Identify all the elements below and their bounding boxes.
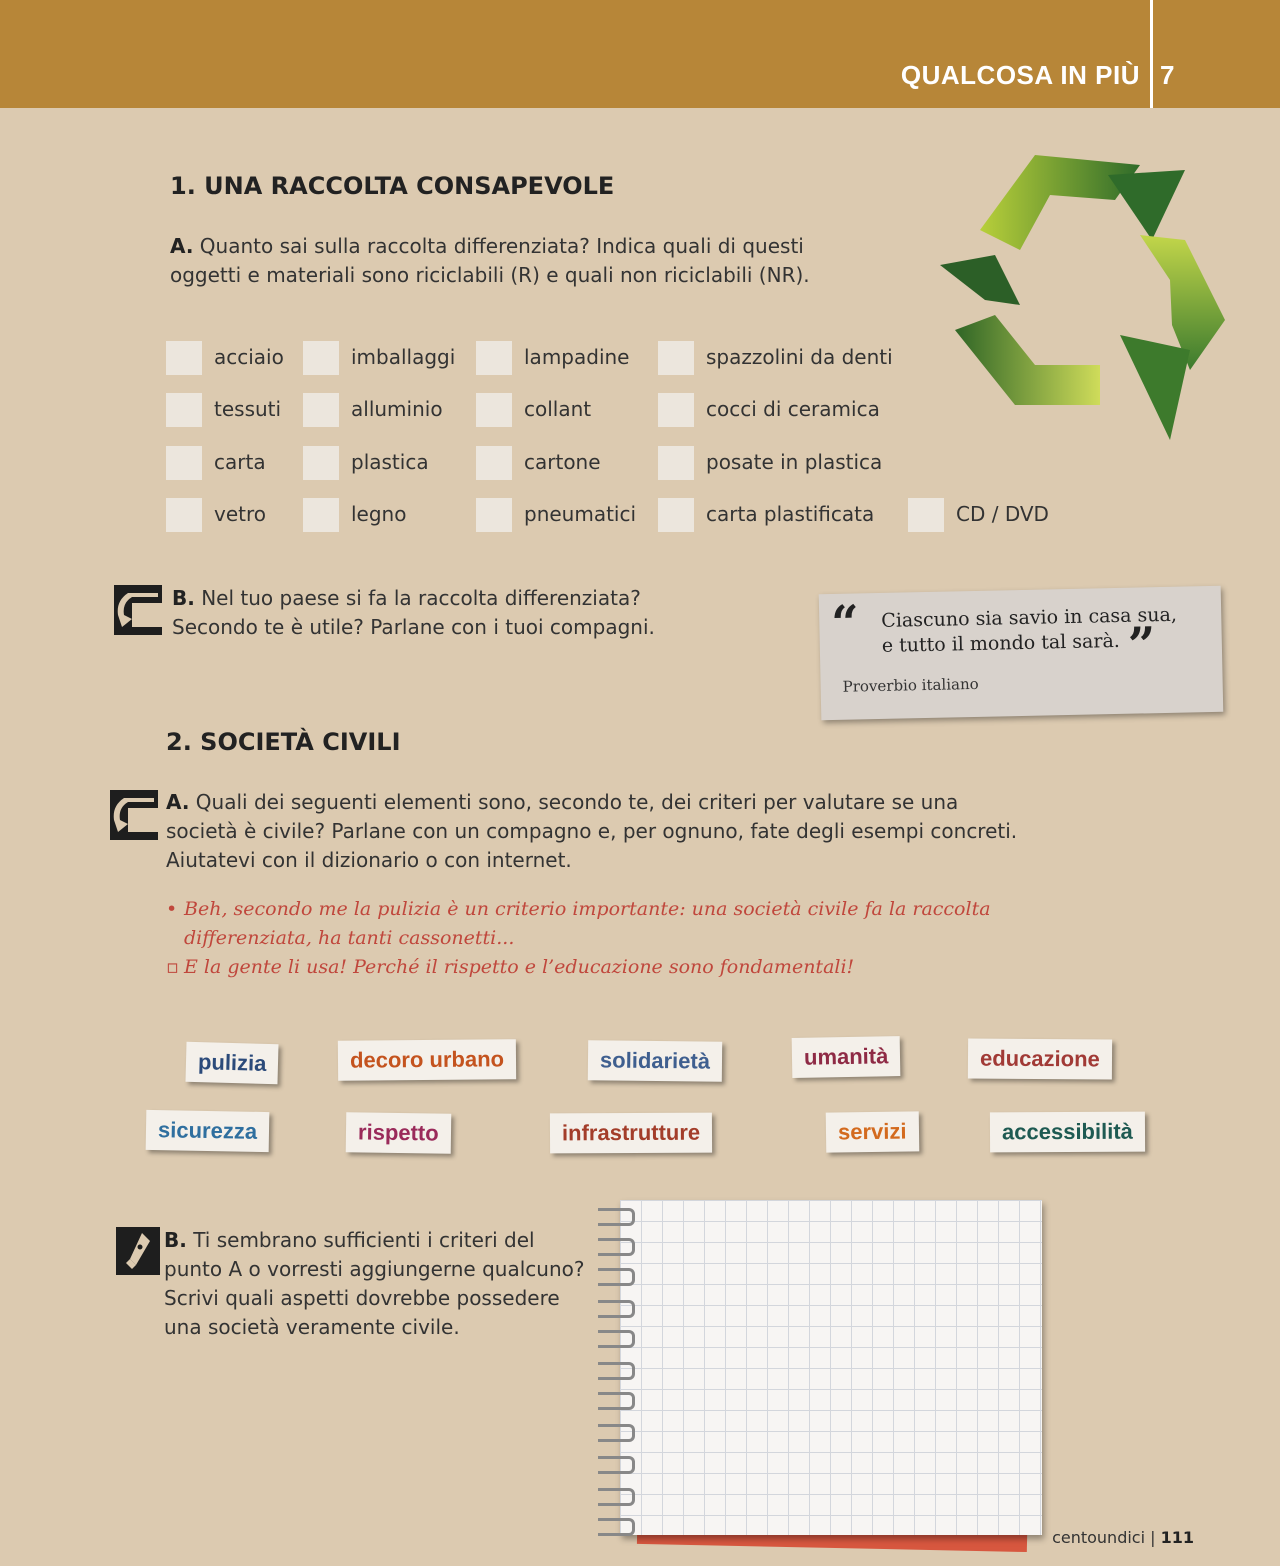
checkbox-label: imballaggi xyxy=(351,345,456,369)
section2-a-text xyxy=(166,788,1017,875)
section1-a-label: A. xyxy=(170,234,194,258)
criterion-tag: umanità xyxy=(792,1036,901,1078)
checkbox[interactable] xyxy=(303,393,339,427)
page-number: 111 xyxy=(1160,1528,1194,1547)
spiral-ring xyxy=(598,1392,635,1410)
open-quote-mark: “ xyxy=(830,595,860,652)
checkbox-label: spazzolini da denti xyxy=(706,345,893,369)
checkbox[interactable] xyxy=(166,498,202,532)
speaking-activity-icon xyxy=(110,790,158,840)
criterion-tag: rispetto xyxy=(346,1112,451,1153)
spiral-ring xyxy=(598,1330,635,1348)
recycle-icon xyxy=(940,140,1230,440)
checkbox[interactable] xyxy=(658,446,694,480)
page-header xyxy=(0,0,1280,108)
checkbox-label: plastica xyxy=(351,450,429,474)
section2-a-line2: società è civile? Parlane con un compagno e, per ognuno, fate degli esempi concreti. xyxy=(166,819,1018,843)
section2-b-line3: Scrivi quali aspetti dovrebbe possedere xyxy=(164,1286,560,1310)
section2-b-line4: una società veramente civile. xyxy=(164,1315,460,1339)
proverb-quote-card xyxy=(819,586,1224,720)
checkbox[interactable] xyxy=(166,341,202,375)
speaking-activity-icon xyxy=(114,585,162,635)
section2-a-line1: Quali dei seguenti elementi sono, secondo te, dei criteri per valutare se una xyxy=(189,790,959,814)
close-quote-mark: ” xyxy=(1127,617,1157,674)
quote-source: Proverbio italiano xyxy=(842,674,979,696)
quote-line2: e tutto il mondo tal sarà. xyxy=(881,629,1121,657)
checkbox[interactable] xyxy=(908,498,944,532)
quote-line1: Ciascuno sia savio in casa sua, xyxy=(881,603,1178,632)
checkbox[interactable] xyxy=(476,498,512,532)
checkbox-label: legno xyxy=(351,502,407,526)
checkbox[interactable] xyxy=(658,393,694,427)
checkbox-label: cocci di ceramica xyxy=(706,397,880,421)
checkbox[interactable] xyxy=(303,446,339,480)
dialogue-bullet: • xyxy=(166,898,178,920)
page-footer xyxy=(1052,1528,1194,1547)
dialogue-bullet: ▫ xyxy=(166,956,179,978)
checkbox[interactable] xyxy=(658,498,694,532)
section2-a-line3: Aiutatevi con il dizionario o con internet. xyxy=(166,848,572,872)
criterion-tag: solidarietà xyxy=(588,1040,722,1081)
checkbox-label: pneumatici xyxy=(524,502,637,526)
checkbox-label: carta xyxy=(214,450,266,474)
dialogue-line1a: Beh, secondo me la pulizia è un criterio importante: una società civile fa la raccolta xyxy=(184,898,991,920)
checkbox-label: posate in plastica xyxy=(706,450,883,474)
section2-b-line2: punto A o vorresti aggiungerne qualcuno? xyxy=(164,1257,585,1281)
criterion-tag: educazione xyxy=(968,1038,1112,1079)
spiral-ring xyxy=(598,1238,635,1256)
checkbox-label: acciaio xyxy=(214,345,284,369)
criterion-tag: servizi xyxy=(826,1111,919,1152)
spiral-ring xyxy=(598,1300,635,1318)
header-title: QUALCOSA IN PIÙ xyxy=(900,60,1140,90)
checkbox-label: collant xyxy=(524,397,592,421)
criterion-tag: pulizia xyxy=(185,1042,278,1084)
dialogue-line1b: differenziata, ha tanti cassonetti... xyxy=(184,927,515,949)
checkbox-label: lampadine xyxy=(524,345,630,369)
footer-separator: | xyxy=(1145,1528,1161,1547)
chapter-number: 7 xyxy=(1160,60,1175,90)
checkbox[interactable] xyxy=(658,341,694,375)
section1-a-line2: oggetti e materiali sono riciclabili (R) e quali non riciclabili (NR). xyxy=(170,263,810,287)
checkbox[interactable] xyxy=(476,393,512,427)
spiral-ring xyxy=(598,1424,635,1442)
criterion-tag: sicurezza xyxy=(146,1110,270,1152)
page-word: centoundici xyxy=(1052,1528,1146,1547)
criterion-tag: decoro urbano xyxy=(338,1039,516,1081)
example-dialogue xyxy=(166,895,991,982)
notebook-writing-area[interactable] xyxy=(620,1200,1042,1535)
dialogue-line2: E la gente li usa! Perché il rispetto e l’educazione sono fondamentali! xyxy=(184,956,855,978)
checkbox[interactable] xyxy=(166,446,202,480)
checkbox[interactable] xyxy=(303,498,339,532)
section1-b-line1: Nel tuo paese si fa la raccolta differenziata? xyxy=(194,586,641,610)
spiral-ring xyxy=(598,1456,635,1474)
section2-b-label: B. xyxy=(164,1228,187,1252)
checkbox-label: tessuti xyxy=(214,397,282,421)
section1-title: 1. UNA RACCOLTA CONSAPEVOLE xyxy=(170,172,615,200)
section2-b-text xyxy=(164,1226,584,1342)
criterion-tag: accessibilità xyxy=(990,1112,1145,1153)
section2-title: 2. SOCIETÀ CIVILI xyxy=(166,728,401,756)
checkbox[interactable] xyxy=(166,393,202,427)
spiral-ring xyxy=(598,1488,635,1506)
criterion-tag: infrastrutture xyxy=(550,1113,712,1154)
section1-a-text xyxy=(170,232,810,290)
spiral-ring xyxy=(598,1208,635,1226)
checkbox[interactable] xyxy=(476,446,512,480)
checkbox-label: cartone xyxy=(524,450,601,474)
writing-activity-icon xyxy=(116,1227,160,1275)
section2-a-label: A. xyxy=(166,790,190,814)
checkbox-label: vetro xyxy=(214,502,267,526)
spiral-ring xyxy=(598,1268,635,1286)
checkbox-label: alluminio xyxy=(351,397,443,421)
section1-a-line1: Quanto sai sulla raccolta differenziata? Indica quali di questi xyxy=(193,234,804,258)
spiral-ring xyxy=(598,1518,635,1536)
section1-b-line2: Secondo te è utile? Parlane con i tuoi compagni. xyxy=(172,615,655,639)
checkbox-label: carta plastificata xyxy=(706,502,875,526)
spiral-ring xyxy=(598,1362,635,1380)
header-divider xyxy=(1150,0,1153,108)
section1-b-text xyxy=(172,584,655,642)
checkbox[interactable] xyxy=(476,341,512,375)
checkbox[interactable] xyxy=(303,341,339,375)
checkbox-label: CD / DVD xyxy=(956,502,1049,526)
section2-b-line1: Ti sembrano sufficienti i criteri del xyxy=(186,1228,535,1252)
section1-b-label: B. xyxy=(172,586,195,610)
